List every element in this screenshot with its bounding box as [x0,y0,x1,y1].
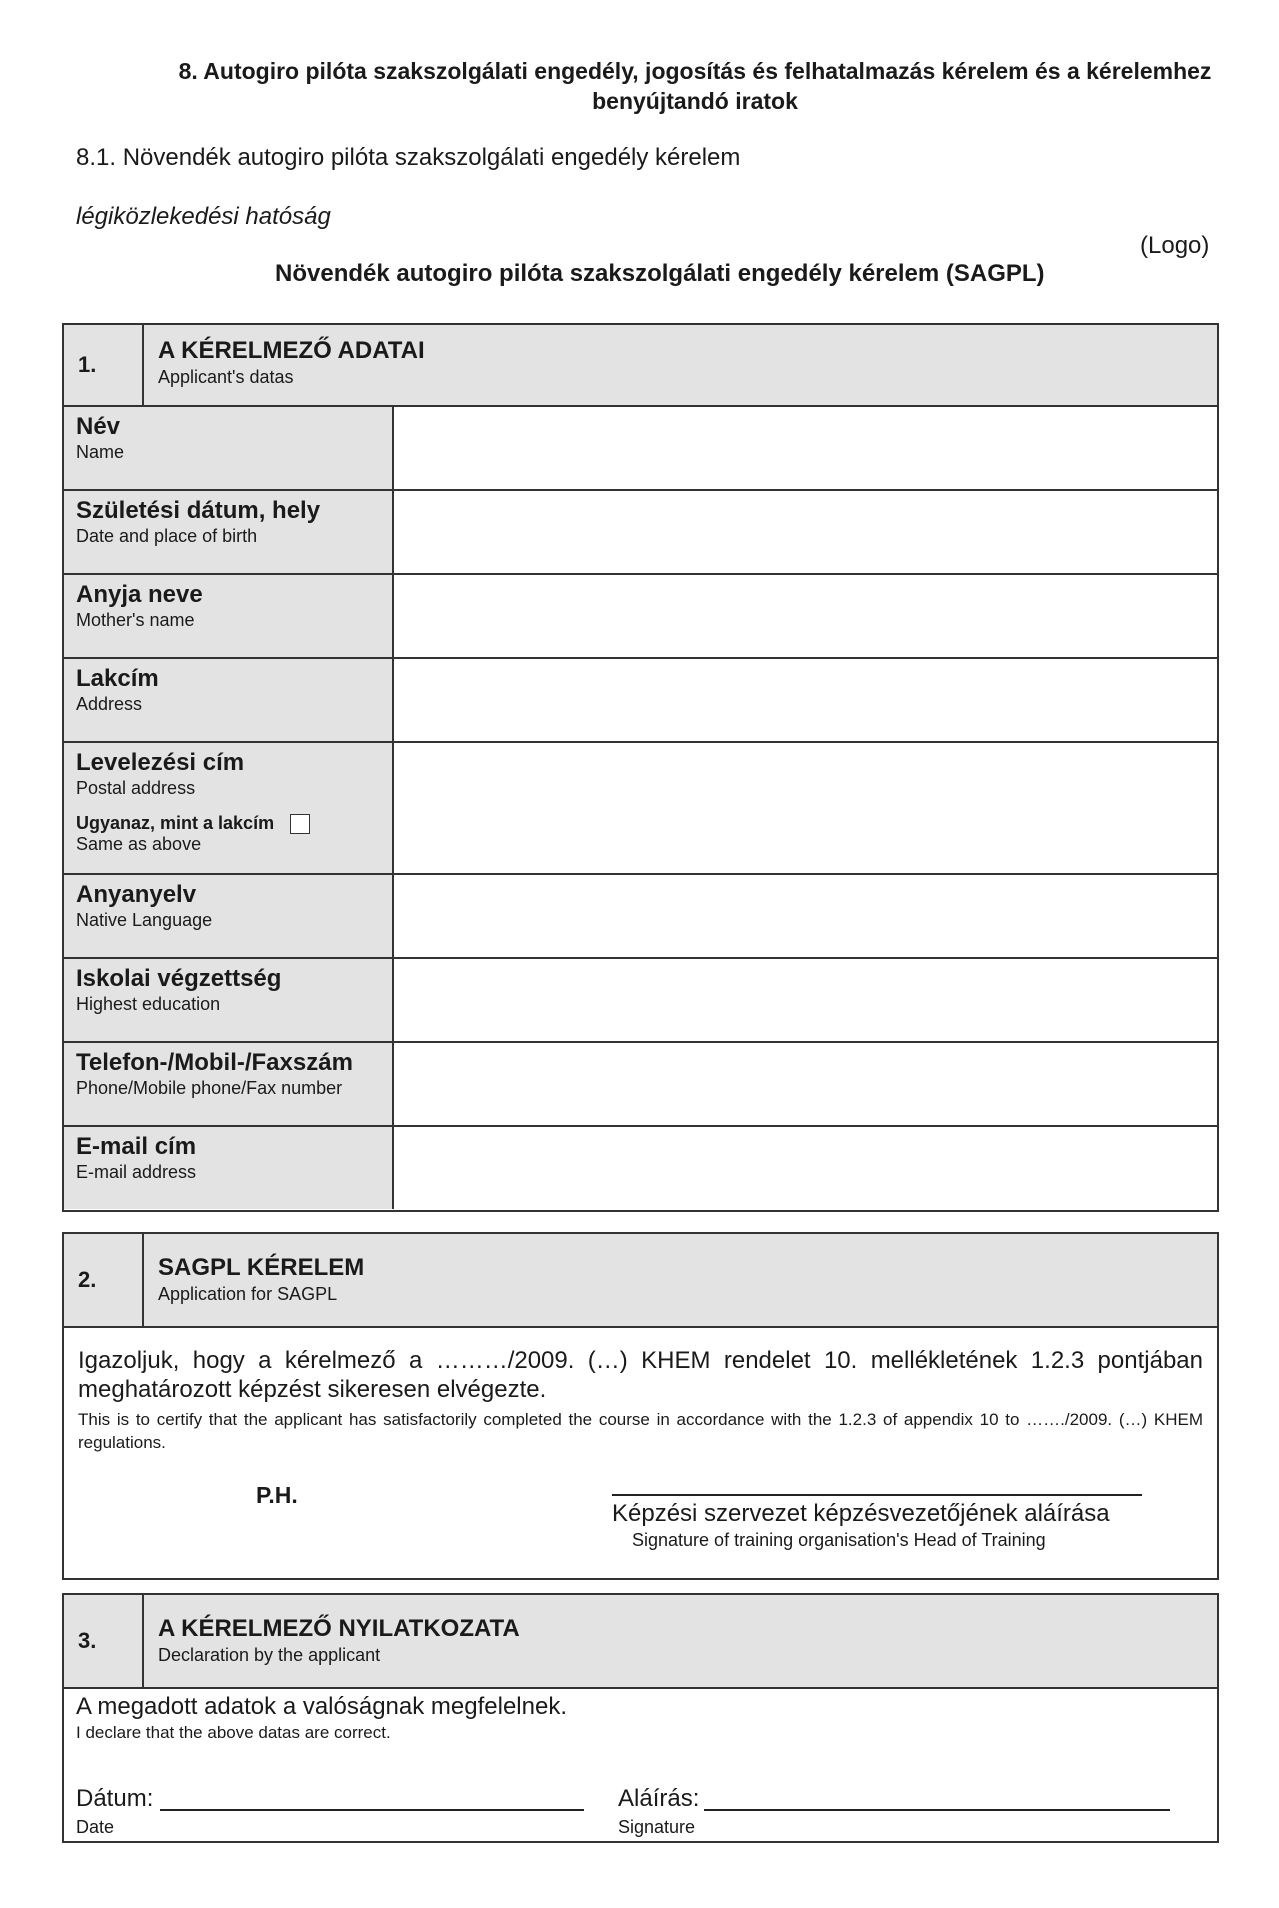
mother-name-field[interactable] [394,575,1217,657]
stamp-placeholder: P.H. [256,1482,298,1508]
section-number: 1. [64,325,144,405]
section-number: 3. [64,1595,144,1687]
field-row-postal [64,743,1217,875]
signature-label-en: Signature [618,1817,696,1837]
field-label: Anyja neve [76,581,203,608]
signature-label: Képzési szervezet képzésvezetőjének aláírása [612,1500,1110,1527]
phone-field[interactable] [394,1043,1217,1125]
applicant-data-section [62,323,1219,1212]
address-field[interactable] [394,659,1217,741]
email-field[interactable] [394,1127,1217,1209]
field-label-en: Address [76,694,143,714]
date-label-en: Date [76,1817,115,1837]
declaration-text: A megadott adatok a valóságnak megfelelnek. [76,1693,567,1720]
field-label-en: Mother's name [76,610,195,630]
field-label: Születési dátum, hely [76,497,321,524]
certification-text-en: This is to certify that the applicant has satisfactorily completed the course in accordance with the 1.2.3 of appendix 10 to ……./2009. (…) KHEM regulations. [78,1410,1203,1452]
field-label: Levelezési cím [76,749,245,776]
field-label-en: Name [76,442,125,462]
form-title: Növendék autogiro pilóta szakszolgálati engedély kérelem (SAGPL) [275,260,1045,287]
logo-placeholder: (Logo) [1140,232,1210,259]
section-title-en: Application for SAGPL [158,1284,338,1304]
field-row-name [64,407,1217,491]
declaration-text-en: I declare that the above datas are correct. [76,1723,391,1742]
field-label-en: Date and place of birth [76,526,258,546]
field-label: Iskolai végzettség [76,965,282,992]
signature-label-en: Signature of training organisation's Head of Training [632,1530,1046,1550]
signature-field[interactable] [704,1807,1170,1811]
signature-label: Aláírás: [618,1785,700,1812]
sagpl-application-section [62,1232,1219,1580]
name-field[interactable] [394,407,1217,489]
field-label-en: Highest education [76,994,221,1014]
postal-address-field[interactable] [394,743,1217,873]
field-row-birth [64,491,1217,575]
field-row-language [64,875,1217,959]
section-header [64,325,1217,407]
signature-line[interactable] [612,1494,1142,1496]
field-row-email [64,1127,1217,1209]
certification-text: Igazoljuk, hogy a kérelmező a ………/2009. (…) KHEM rendelet 10. mellékletének 1.2.3 pontjában meghatározott képzést sikeresen elvégezte. [78,1347,1203,1403]
field-label: Lakcím [76,665,159,692]
section-title: SAGPL KÉRELEM [158,1254,365,1281]
declaration-section [62,1593,1219,1843]
section-subtitle: 8.1. Növendék autogiro pilóta szakszolgálati engedély kérelem [76,144,741,171]
education-field[interactable] [394,959,1217,1041]
field-label-en: Phone/Mobile phone/Fax number [76,1078,343,1098]
same-as-above-label: Ugyanaz, mint a lakcím [76,813,275,833]
field-label: Anyanyelv [76,881,197,908]
authority-name: légiközlekedési hatóság [76,203,331,230]
section-title: A KÉRELMEZŐ NYILATKOZATA [158,1615,520,1642]
field-row-address [64,659,1217,743]
section-number: 2. [64,1234,144,1326]
date-label: Dátum: [76,1785,154,1812]
section-title-en: Applicant's datas [158,367,294,387]
field-row-phone [64,1043,1217,1127]
field-label: Telefon-/Mobil-/Faxszám [76,1049,353,1076]
field-label-en: Native Language [76,910,213,930]
section-header [64,1595,1217,1689]
field-label: Név [76,413,121,440]
section-title-en: Declaration by the applicant [158,1645,381,1665]
field-row-education [64,959,1217,1043]
field-label: E-mail cím [76,1133,197,1160]
field-label-en: Postal address [76,778,196,798]
birth-field[interactable] [394,491,1217,573]
field-row-mother [64,575,1217,659]
section-header [64,1234,1217,1328]
section-title: A KÉRELMEZŐ ADATAI [158,337,425,364]
same-as-above-checkbox[interactable] [290,814,310,834]
document-title: 8. Autogiro pilóta szakszolgálati engedély, jogosítás és felhatalmazás kérelem és a kérelemhez benyújtandó iratok [178,58,1212,114]
native-language-field[interactable] [394,875,1217,957]
field-label-en: E-mail address [76,1162,197,1182]
date-field[interactable] [160,1807,584,1811]
same-as-above-label-en: Same as above [76,834,202,855]
